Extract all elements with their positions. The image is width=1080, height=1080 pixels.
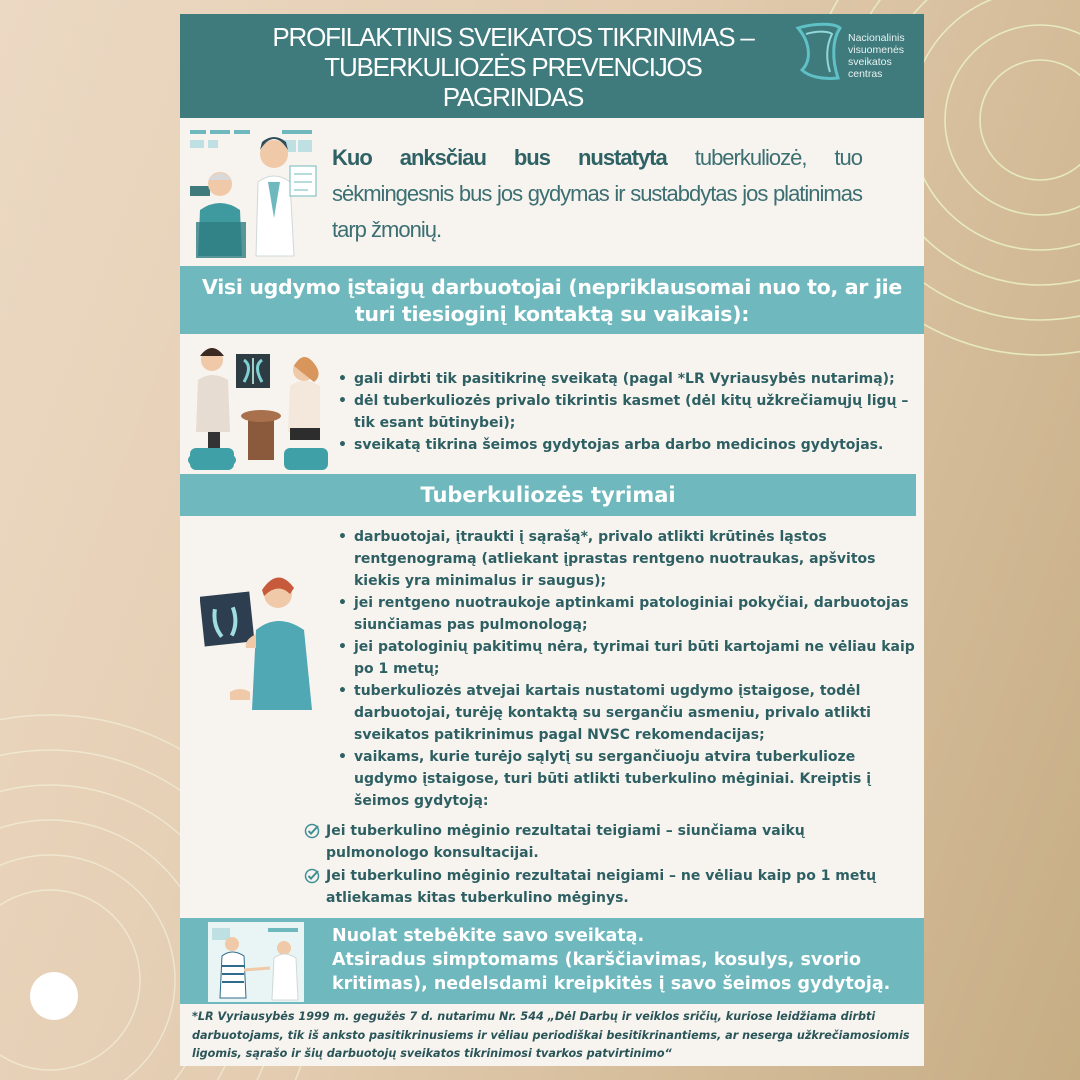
poster-header (180, 14, 924, 118)
poster-card (180, 14, 924, 1066)
section2-heading: Tuberkuliozės tyrimai (180, 474, 916, 516)
section2-item: • tuberkuliozės atvejai kartais nustatomi ugdymo įstaigose, todėl darbuotojai, turėję kontaktą su sergančiu asmeniu, privalo atlikti sveikatos patikrinimus pagal NVSC rekomendacijas; (336, 680, 916, 746)
nvsc-logo (792, 20, 922, 90)
intro-bold: Kuo anksčiau bus nustatyta (332, 145, 667, 170)
xray-consultation-illustration (186, 340, 328, 472)
section2-item: • darbuotojai, įtraukti į sąrašą*, privalo atlikti krūtinės ląstos rentgenogramą (atliekant įprastas rentgeno nuotraukas, apšvitos kiekis yra minimalus ir saugus); (336, 526, 916, 592)
callout-band (180, 918, 924, 1004)
callout-line2: Atsiradus simptomams (karščiavimas, kosulys, svorio kritimas), nedelsdami kreipkitės į savo šeimos gydytoją. (332, 950, 891, 994)
check-item-text: Jei tuberkulino mėginio rezultatai teigiami – siunčiama vaikų pulmonologo konsultacijai. (326, 823, 805, 861)
check-item-text: Jei tuberkulino mėginio rezultatai neigiami – ne vėliau kaip po 1 metų atliekamas kitas tuberkulino mėginys. (326, 868, 877, 906)
circle-nav-button[interactable] (30, 972, 78, 1020)
nvsc-logo-mark-icon (792, 20, 844, 86)
section1-item: • gali dirbti tik pasitikrinę sveikatą (pagal *LR Vyriausybės nutarimą); (336, 368, 922, 390)
callout-line1: Nuolat stebėkite savo sveikatą. (332, 926, 645, 946)
check-item (304, 865, 904, 909)
patient-doctor-illustration (208, 922, 304, 1002)
callout-text (332, 924, 912, 996)
intro-rest: tuberkuliozė, tuo sėkmingesnis bus jos gydymas ir sustabdytas jos platinimas tarp žmonių. (332, 145, 863, 242)
section2-item: • vaikams, kurie turėjo sąlytį su sergančiuoju atvira tuberkulioze ugdymo įstaigose, turi būti atlikti tuberkulino mėginiai. Kreiptis į šeimos gydytoją: (336, 746, 916, 812)
section1-item: • sveikatą tikrina šeimos gydytojas arba darbo medicinos gydytojas. (336, 434, 922, 456)
doctor-consultation-illustration (186, 126, 322, 260)
nvsc-logo-text: Nacionalinis visuomenės sveikatos centras (848, 32, 905, 80)
section1-list (336, 368, 922, 456)
check-item (304, 820, 904, 864)
section2-item: • jei patologinių pakitimų nėra, tyrimai turi būti kartojami ne vėliau kaip po 1 metų; (336, 636, 916, 680)
section1-heading: Visi ugdymo įstaigų darbuotojai (nepriklausomai nuo to, ar jie turi tiesioginį kontaktą su vaikais): (180, 266, 924, 334)
check-circle-icon (304, 823, 320, 839)
footnote: *LR Vyriausybės 1999 m. gegužės 7 d. nutarimu Nr. 544 „Dėl Darbų ir veiklos sričių, kuriose leidžiama dirbti darbuotojams, tik iš anksto pasitikrinusiems ir vėliau periodiškai besitikrinantiems, ar neserga užkrečiamosiomis ligomis, sąrašo ir šių darbuotojų sveikatos tikrinimosi tvarkos patvirtinimo“ (192, 1010, 910, 1060)
intro-paragraph (332, 140, 862, 248)
section1-item: • dėl tuberkuliozės privalo tikrintis kasmet (dėl kitų užkrečiamųjų ligų – tik esant būtinybei); (336, 390, 922, 434)
section2-check-list (304, 820, 904, 910)
section2-list (336, 526, 916, 812)
check-circle-icon (304, 868, 320, 884)
radiologist-illustration (200, 574, 322, 714)
section2-item: • jei rentgeno nuotraukoje aptinkami patologiniai pokyčiai, darbuotojas siunčiamas pas pulmonologą; (336, 592, 916, 636)
poster-title: PROFILAKTINIS SVEIKATOS TIKRINIMAS – TUBERKULIOZĖS PREVENCIJOS PAGRINDAS (272, 22, 754, 112)
